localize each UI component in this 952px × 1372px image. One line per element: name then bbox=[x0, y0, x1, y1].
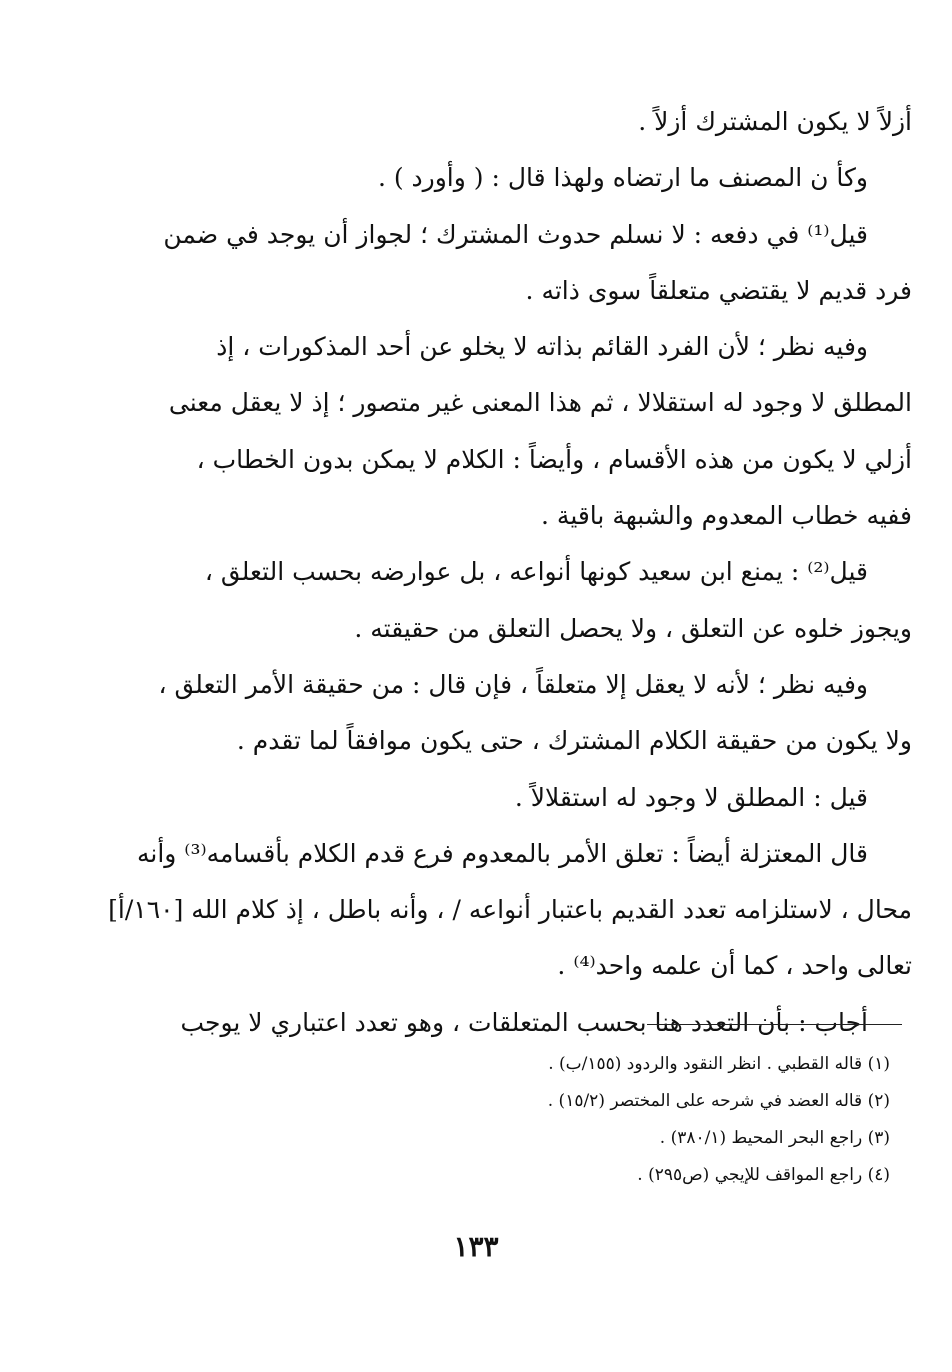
text-line-7: أزلي لا يكون من هذه الأقسام ، وأيضاً : الكلام لا يمكن بدون الخطاب ، bbox=[196, 444, 912, 474]
text-line-15: محال ، لاستلزامه تعدد القديم باعتبار أنواعه / ، وأنه باطل ، إذ كلام الله [١٦٠/أ] bbox=[108, 895, 912, 925]
text-line-17: أجاب : بأن التعدد هنا بحسب المتعلقات ، وهو تعدد اعتباري لا يوجب bbox=[180, 1007, 868, 1037]
text-line-5: وفيه نظر ؛ لأن الفرد القائم بذاته لا يخلو عن أحد المذكورات ، إذ bbox=[216, 332, 868, 362]
text-line-12: ولا يكون من حقيقة الكلام المشترك ، حتى يكون موافقاً لما تقدم . bbox=[236, 726, 912, 756]
footnote-separator bbox=[647, 1024, 902, 1025]
text-line-2: وكأ ن المصنف ما ارتضاه ولهذا قال : ( وأورد ) . bbox=[377, 163, 868, 193]
text-line-3: قيل⁽¹⁾ في دفعه : لا نسلم حدوث المشترك ؛ لجواز أن يوجد في ضمن bbox=[163, 219, 868, 249]
page-number: ١٣٣ bbox=[453, 1230, 499, 1263]
text-line-4: فرد قديم لا يقتضي متعلقاً سوى ذاته . bbox=[525, 275, 912, 305]
text-line-1: أزلاً لا يكون المشترك أزلاً . bbox=[638, 107, 912, 136]
text-line-8: ففيه خطاب المعدوم والشبهة باقية . bbox=[541, 501, 912, 531]
main-text bbox=[80, 94, 912, 1051]
text-line-16: تعالى واحد ، كما أن علمه واحد⁽⁴⁾ . bbox=[557, 951, 912, 981]
text-line-10: ويجوز خلوه عن التعلق ، ولا يحصل التعلق من حقيقته . bbox=[354, 613, 912, 643]
footnote-4: (٤) راجع المواقف للإيجي (ص٢٩٥) . bbox=[637, 1165, 890, 1185]
footnote-3: (٣) راجع البحر المحيط (٣٨٠/١) . bbox=[659, 1128, 890, 1148]
footnote-1: (١) قاله القطبي . انظر النقود والردود (١٥٥/ب) . bbox=[548, 1054, 890, 1074]
text-line-11: وفيه نظر ؛ لأنه لا يعقل إلا متعلقاً ، فإن قال : من حقيقة الأمر التعلق ، bbox=[158, 669, 868, 699]
footnotes bbox=[80, 1046, 890, 1194]
text-line-6: المطلق لا وجود له استقلالا ، ثم هذا المعنى غير متصور ؛ إذ لا يعقل معنى bbox=[168, 388, 912, 418]
text-line-13: قيل : المطلق لا وجود له استقلالاً . bbox=[514, 782, 868, 812]
text-line-14: قال المعتزلة أيضاً : تعلق الأمر بالمعدوم فرع قدم الكلام بأقسامه⁽³⁾ وأنه bbox=[136, 838, 868, 868]
footnote-2: (٢) قاله العضد في شرحه على المختصر (١٥/٢) . bbox=[547, 1091, 890, 1111]
text-line-9: قيل⁽²⁾ : يمنع ابن سعيد كونها أنواعه ، بل عوارضه بحسب التعلق ، bbox=[204, 557, 868, 587]
